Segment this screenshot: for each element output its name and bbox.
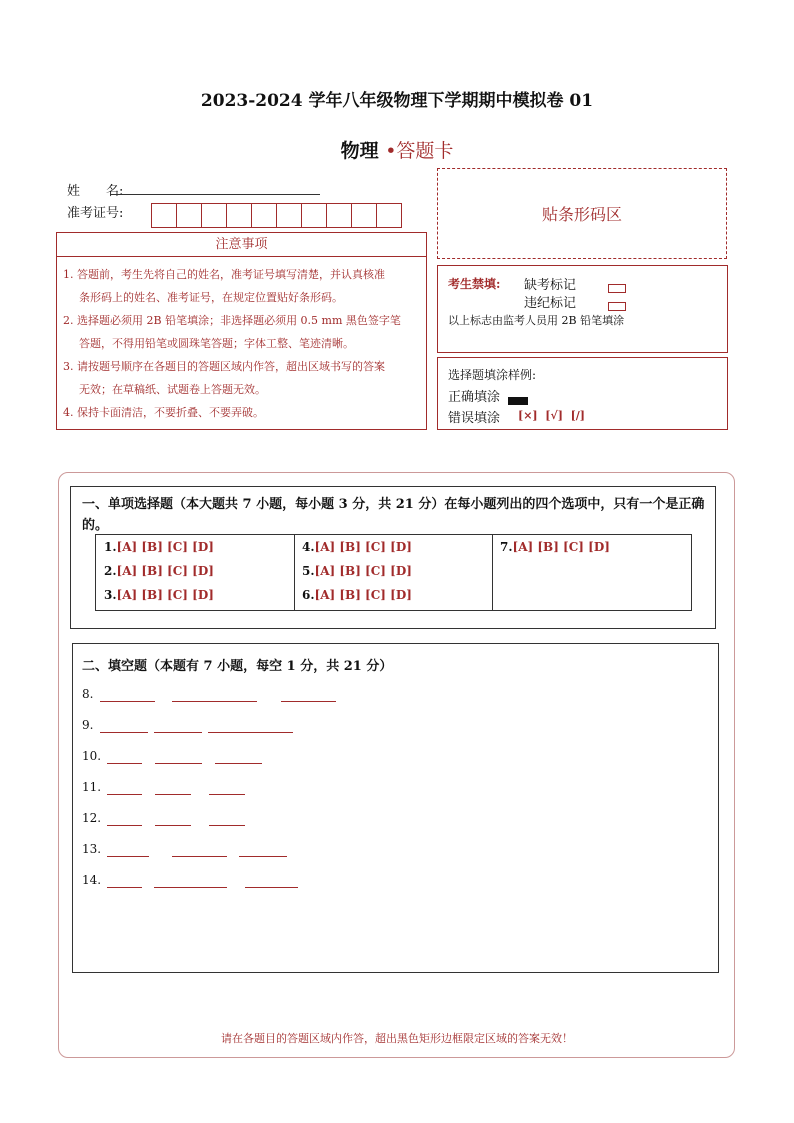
answer-blank[interactable] <box>154 887 227 888</box>
exam-number-digit-box[interactable] <box>276 203 302 228</box>
answer-blank[interactable] <box>107 794 142 795</box>
choice-question[interactable] <box>302 540 412 554</box>
blank-question-number: 12. <box>82 811 102 825</box>
answer-blank[interactable] <box>107 887 142 888</box>
notice-panel <box>56 232 427 430</box>
choice-column <box>294 535 493 610</box>
question-number: 7. <box>500 540 513 554</box>
barcode-area <box>437 168 727 259</box>
answer-blank[interactable] <box>107 856 149 857</box>
correct-fill-sample <box>508 390 528 409</box>
question-number: 2. <box>104 564 117 578</box>
wrong-fill-marks: [×] [√] [/] <box>518 409 586 422</box>
subtitle-dot: • <box>385 140 397 162</box>
choice-options[interactable]: [A] [B] [C] [D] <box>116 540 214 554</box>
answer-blank[interactable] <box>155 794 191 795</box>
name-field[interactable] <box>110 194 320 195</box>
section2-box <box>72 643 719 973</box>
choice-question[interactable] <box>104 588 214 602</box>
answer-blank[interactable] <box>209 794 245 795</box>
subject-label: 物理 <box>340 140 379 162</box>
name-label: 姓 名: <box>67 184 124 199</box>
question-number: 1. <box>104 540 117 554</box>
answer-blank[interactable] <box>154 732 202 733</box>
choice-column <box>492 535 691 610</box>
proctor-mark-panel <box>437 265 728 353</box>
blank-question-number: 10. <box>82 749 102 763</box>
barcode-label: 贴条形码区 <box>541 205 622 224</box>
exam-number-digit-box[interactable] <box>251 203 277 228</box>
section1-title: 一、单项选择题（本大题共 7 小题，每小题 3 分，共 21 分）在每小题列出的四个选项中，只有一个是正确的。 <box>82 497 705 533</box>
exam-number-digit-box[interactable] <box>326 203 352 228</box>
choice-options[interactable]: [A] [B] [C] [D] <box>314 564 412 578</box>
blank-question-number: 8. <box>82 687 94 701</box>
blank-question-number: 9. <box>82 718 94 732</box>
answer-blank[interactable] <box>155 825 191 826</box>
choice-question[interactable] <box>500 540 610 554</box>
answer-blank[interactable] <box>107 825 142 826</box>
answer-blank[interactable] <box>245 887 298 888</box>
question-number: 5. <box>302 564 315 578</box>
blank-question-number: 13. <box>82 842 102 856</box>
footer-warning: 请在各题目的答题区域内作答，超出黑色矩形边框限定区域的答案无效！ <box>221 1032 573 1045</box>
notice-item: 2. 选择题必须用 2B 铅笔填涂；非选择题必须用 0.5 mm 黑色签字笔 答题，不得用铅笔或圆珠笔答题；字体工整、笔迹清晰。 <box>63 314 401 350</box>
answer-blank[interactable] <box>172 856 227 857</box>
exam-number-digit-box[interactable] <box>351 203 377 228</box>
choice-question[interactable] <box>302 588 412 602</box>
ban-label: 考生禁填: <box>448 277 501 291</box>
blank-question-number: 14. <box>82 873 102 887</box>
notice-list <box>57 257 426 424</box>
section2-title: 二、填空题（本题有 7 小题，每空 1 分，共 21 分） <box>82 659 393 674</box>
notice-item: 4. 保持卡面清洁，不要折叠、不要弄破。 <box>63 406 264 419</box>
ban-note: 以上标志由监考人员用 2B 铅笔填涂 <box>448 314 625 327</box>
exam-number-digit-box[interactable] <box>376 203 402 228</box>
exam-number-digit-box[interactable] <box>201 203 227 228</box>
exam-number-digit-box[interactable] <box>301 203 327 228</box>
answer-blank[interactable] <box>107 763 142 764</box>
answer-blank[interactable] <box>215 763 262 764</box>
answer-blank[interactable] <box>155 763 202 764</box>
choice-grid <box>95 534 692 611</box>
correct-fill-label: 正确填涂 <box>448 390 501 405</box>
question-number: 4. <box>302 540 315 554</box>
choice-options[interactable]: [A] [B] [C] [D] <box>314 540 412 554</box>
choice-options[interactable]: [A] [B] [C] [D] <box>116 564 214 578</box>
exam-number-digit-box[interactable] <box>176 203 202 228</box>
exam-number-digit-box[interactable] <box>226 203 252 228</box>
question-number: 3. <box>104 588 117 602</box>
answer-blank[interactable] <box>100 732 148 733</box>
card-label: 答题卡 <box>396 140 454 162</box>
choice-column <box>96 535 295 610</box>
choice-options[interactable]: [A] [B] [C] [D] <box>512 540 610 554</box>
answer-blank[interactable] <box>209 825 245 826</box>
blank-question-number: 11. <box>82 780 102 794</box>
answer-blank[interactable] <box>172 701 257 702</box>
absent-label: 缺考标记 <box>524 278 577 293</box>
exam-number-label: 准考证号: <box>67 206 124 221</box>
answer-blank[interactable] <box>239 856 287 857</box>
answer-blank[interactable] <box>100 701 155 702</box>
fill-sample-panel <box>437 357 728 430</box>
choice-question[interactable] <box>302 564 412 578</box>
choice-options[interactable]: [A] [B] [C] [D] <box>314 588 412 602</box>
choice-question[interactable] <box>104 540 214 554</box>
absent-mark-box[interactable] <box>608 278 626 297</box>
choice-question[interactable] <box>104 564 214 578</box>
card-subtitle <box>0 136 794 163</box>
notice-item: 1. 答题前，考生先将自己的姓名，准考证号填写清楚，并认真核准 条形码上的姓名、准考证号，在规定位置贴好条形码。 <box>63 268 385 304</box>
notice-item: 3. 请按题号顺序在各题目的答题区域内作答，超出区域书写的答案 无效；在草稿纸、试题卷上答题无效。 <box>63 360 385 396</box>
exam-number-boxes[interactable] <box>151 203 401 228</box>
choice-options[interactable]: [A] [B] [C] [D] <box>116 588 214 602</box>
sample-title: 选择题填涂样例: <box>448 368 537 382</box>
answer-blank[interactable] <box>208 732 293 733</box>
violation-label: 违纪标记 <box>524 296 577 311</box>
question-number: 6. <box>302 588 315 602</box>
notice-title: 注意事项 <box>57 233 426 257</box>
exam-title: 2023-2024 学年八年级物理下学期期中模拟卷 01 <box>200 91 594 111</box>
exam-number-digit-box[interactable] <box>151 203 177 228</box>
answer-blank[interactable] <box>281 701 336 702</box>
wrong-fill-label: 错误填涂 <box>448 411 501 426</box>
